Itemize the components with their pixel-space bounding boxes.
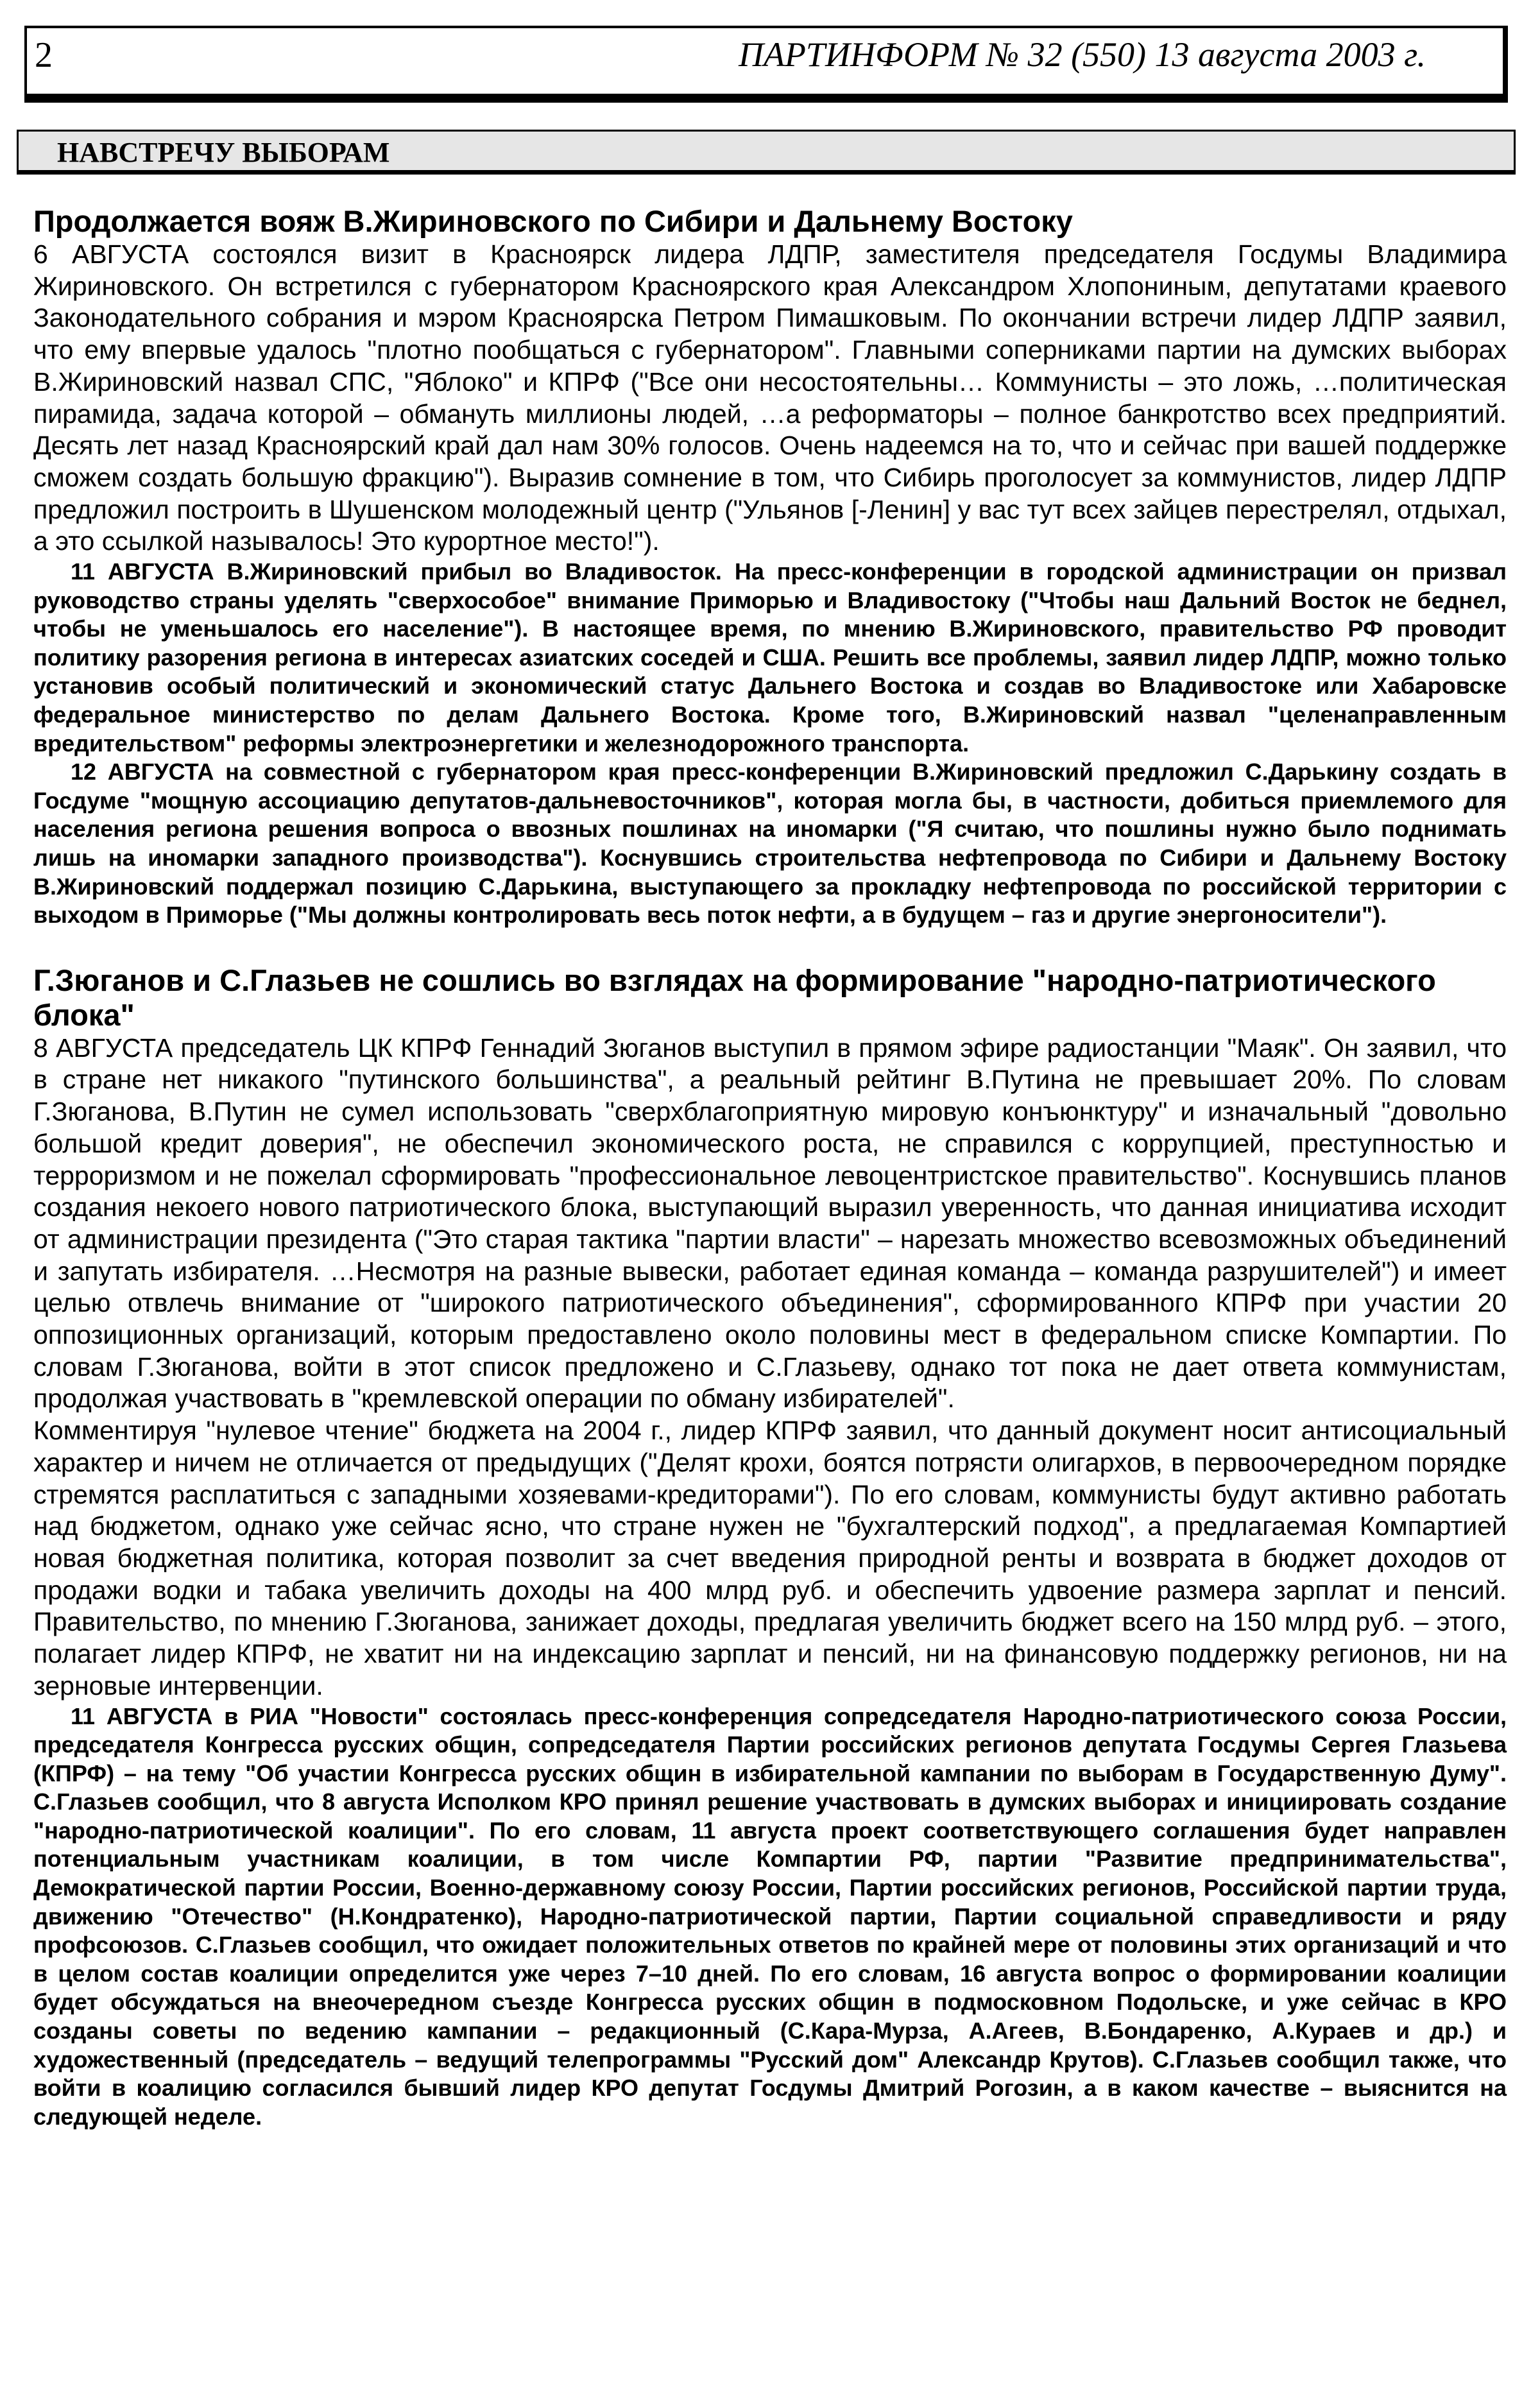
article-content bbox=[33, 204, 1507, 2131]
paragraph-bold: 11 АВГУСТА В.Жириновский прибыл во Владивосток. На пресс-конференции в городской администрации он призвал руководство страны уделять "сверхособое" внимание Приморью и Владивостоку ("Чтобы наш Дальний Восток не беднел, чтобы не уменьшалось его население"). В настоящее время, по мнению В.Жириновского, правительство РФ проводит политику разорения региона в интересах азиатских соседей и США. Решить все проблемы, заявил лидер ЛДПР, можно только установив особый политический и экономический статус Дальнего Востока и создав во Владивостоке или Хабаровске федеральное министерство по делам Дальнего Востока. Кроме того, В.Жириновский назвал "целенаправленным вредительством" реформы электроэнергетики и железнодорожного транспорта. bbox=[33, 558, 1507, 757]
section-title: НАВСТРЕЧУ ВЫБОРАМ bbox=[57, 137, 390, 168]
article-title: Продолжается вояж В.Жириновского по Сибири и Дальнему Востоку bbox=[33, 204, 1073, 238]
paragraph-bold: 11 АВГУСТА в РИА "Новости" состоялась пресс-конференция сопредседателя Народно-патриотического союза России, председателя Конгресса русских общин, сопредседателя Партии российских регионов депутата Госдумы Сергея Глазьева (КПРФ) – на тему "Об участии Конгресса русских общин в избирательной кампании по выборам в Государственную Думу". С.Глазьев сообщил, что 8 августа Исполком КРО принял решение участвовать в думских выборах и инициировать создание "народно-патриотической коалиции". По его словам, 11 августа проект соответствующего соглашения будет направлен потенциальным участникам коалиции, в том числе Компартии РФ, партии "Развитие предпринимательства", Демократической партии России, Военно-державному союзу России, Партии российских регионов, Российской партии труда, движению "Отечество" (Н.Кондратенко), Народно-патриотической партии, Партии социальной справедливости и ряду профсоюзов. С.Глазьев сообщил, что ожидает положительных ответов по крайней мере от половины этих организаций и что в целом состав коалиции определится уже через 7–10 дней. По его словам, 16 августа вопрос о формировании коалиции будет обсуждаться на внеочередном съезде Конгресса русских общин в подмосковном Подольске, и уже сейчас в КРО созданы советы по ведению кампании – редакционный (С.Кара-Мурза, А.Агеев, В.Бондаренко, А.Кураев и др.) и художественный (председатель – ведущий телепрограммы "Русский дом" Александр Крутов). С.Глазьев сообщил также, что войти в коалицию согласился бывший лидер КРО депутат Госдумы Дмитрий Рогозин, а в каком качестве – выяснится на следующей неделе. bbox=[33, 1702, 1507, 2130]
paragraph-bold: 12 АВГУСТА на совместной с губернатором края пресс-конференции В.Жириновский предложил С.Дарькину создать в Госдуме "мощную ассоциацию депутатов-дальневосточников", которая могла бы, в частности, добиться приемлемого для населения региона решения вопроса о ввозных пошлинах на иномарки ("Я считаю, что пошлины нужно было поднимать лишь на иномарки западного производства"). Коснувшись строительства нефтепровода по Сибири и Дальнему Востоку В.Жириновский поддержал позицию С.Дарькина, выступающего за прокладку нефтепровода по российской территории с выходом в Приморье ("Мы должны контролировать весь поток нефти, а в будущем – газ и другие энергоносители"). bbox=[33, 758, 1507, 929]
article bbox=[33, 963, 1507, 2132]
section-banner bbox=[17, 130, 1516, 175]
page-number: 2 bbox=[35, 35, 53, 75]
page-header bbox=[24, 26, 1508, 103]
paragraph: 6 АВГУСТА состоялся визит в Красноярск лидера ЛДПР, заместителя председателя Госдумы Владимира Жириновского. Он встретился с губернатором Красноярского края Александром Хлопониным, депутатами краевого Законодательного собрания и мэром Красноярска Петром Пимашковым. По окончании встречи лидер ЛДПР заявил, что ему впервые удалось "плотно пообщаться с губернатором". Главными соперниками партии на думских выборах В.Жириновский назвал СПС, "Яблоко" и КПРФ ("Все они несостоятельны… Коммунисты – это ложь, …политическая пирамида, задача которой – обмануть миллионы людей, …а реформаторы – полное банкротство всех предприятий. Десять лет назад Красноярский край дал нам 30% голосов. Очень надеемся на то, что и сейчас при вашей поддержке сможем создать большую фракцию"). Выразив сомнение в том, что Сибирь проголосует за коммунистов, лидер ЛДПР предложил построить в Шушенском молодежный центр ("Ульянов [-Ленин] у вас тут всех зайцев перестрелял, отдыхал, а это ссылкой называлось! Это курортное место!"). bbox=[33, 239, 1507, 556]
publication-title: ПАРТИНФОРМ № 32 (550) 13 августа 2003 г. bbox=[738, 35, 1426, 74]
article bbox=[33, 204, 1507, 930]
paragraph: Комментируя "нулевое чтение" бюджета на 2004 г., лидер КПРФ заявил, что данный документ носит антисоциальный характер и ничем не отличается от предыдущих ("Делят крохи, боятся потрясти олигархов, в первоочередном порядке стремятся расплатиться с западными хозяевами-кредиторами"). По его словам, коммунисты будут активно работать над бюджетом, однако уже сейчас ясно, что стране нужен не "бухгалтерский подход", а предлагаемая Компартией новая бюджетная политика, которая позволит за счет введения природной ренты и возврата в бюджет доходов от продажи водки и табака увеличить доходы на 400 млрд руб. и обеспечить удвоение размера зарплат и пенсий. Правительство, по мнению Г.Зюганова, занижает доходы, предлагая увеличить бюджет всего на 150 млрд руб. – этого, полагает лидер КПРФ, не хватит ни на индексацию зарплат и пенсий, ни на финансовую поддержку регионов, ни на зерновые интервенции. bbox=[33, 1416, 1507, 1701]
article-title: Г.Зюганов и С.Глазьев не сошлись во взглядах на формирование "народно-патриотического блока" bbox=[33, 963, 1436, 1032]
paragraph: 8 АВГУСТА председатель ЦК КПРФ Геннадий Зюганов выступил в прямом эфире радиостанции "Маяк". Он заявил, что в стране нет никакого "путинского большинства", а реальный рейтинг В.Путина не превышает 20%. По словам Г.Зюганова, В.Путин не сумел использовать "сверхблагоприятную мировую конъюнктуру" и изначальный "довольно большой кредит доверия", не обеспечил экономического роста, не справился с коррупцией, преступностью и терроризмом и не пожелал сформировать "профессиональное левоцентристское правительство". Коснувшись планов создания некоего нового патриотического блока, выступающий выразил уверенность, что данная инициатива исходит от администрации президента ("Это старая тактика "партии власти" – нарезать множество всевозможных объединений и запутать избирателя. …Несмотря на разные вывески, работает единая команда – команда разрушителей") и имеет целью отвлечь внимание от "широкого патриотического объединения", сформированного КПРФ при участии 20 оппозиционных организаций, которым предоставлено около половины мест в федеральном списке Компартии. По словам Г.Зюганова, войти в этот список предложено и С.Глазьеву, однако тот пока не дает ответа коммунистам, продолжая участвовать в "кремлевской операции по обману избирателей". bbox=[33, 1032, 1507, 1414]
